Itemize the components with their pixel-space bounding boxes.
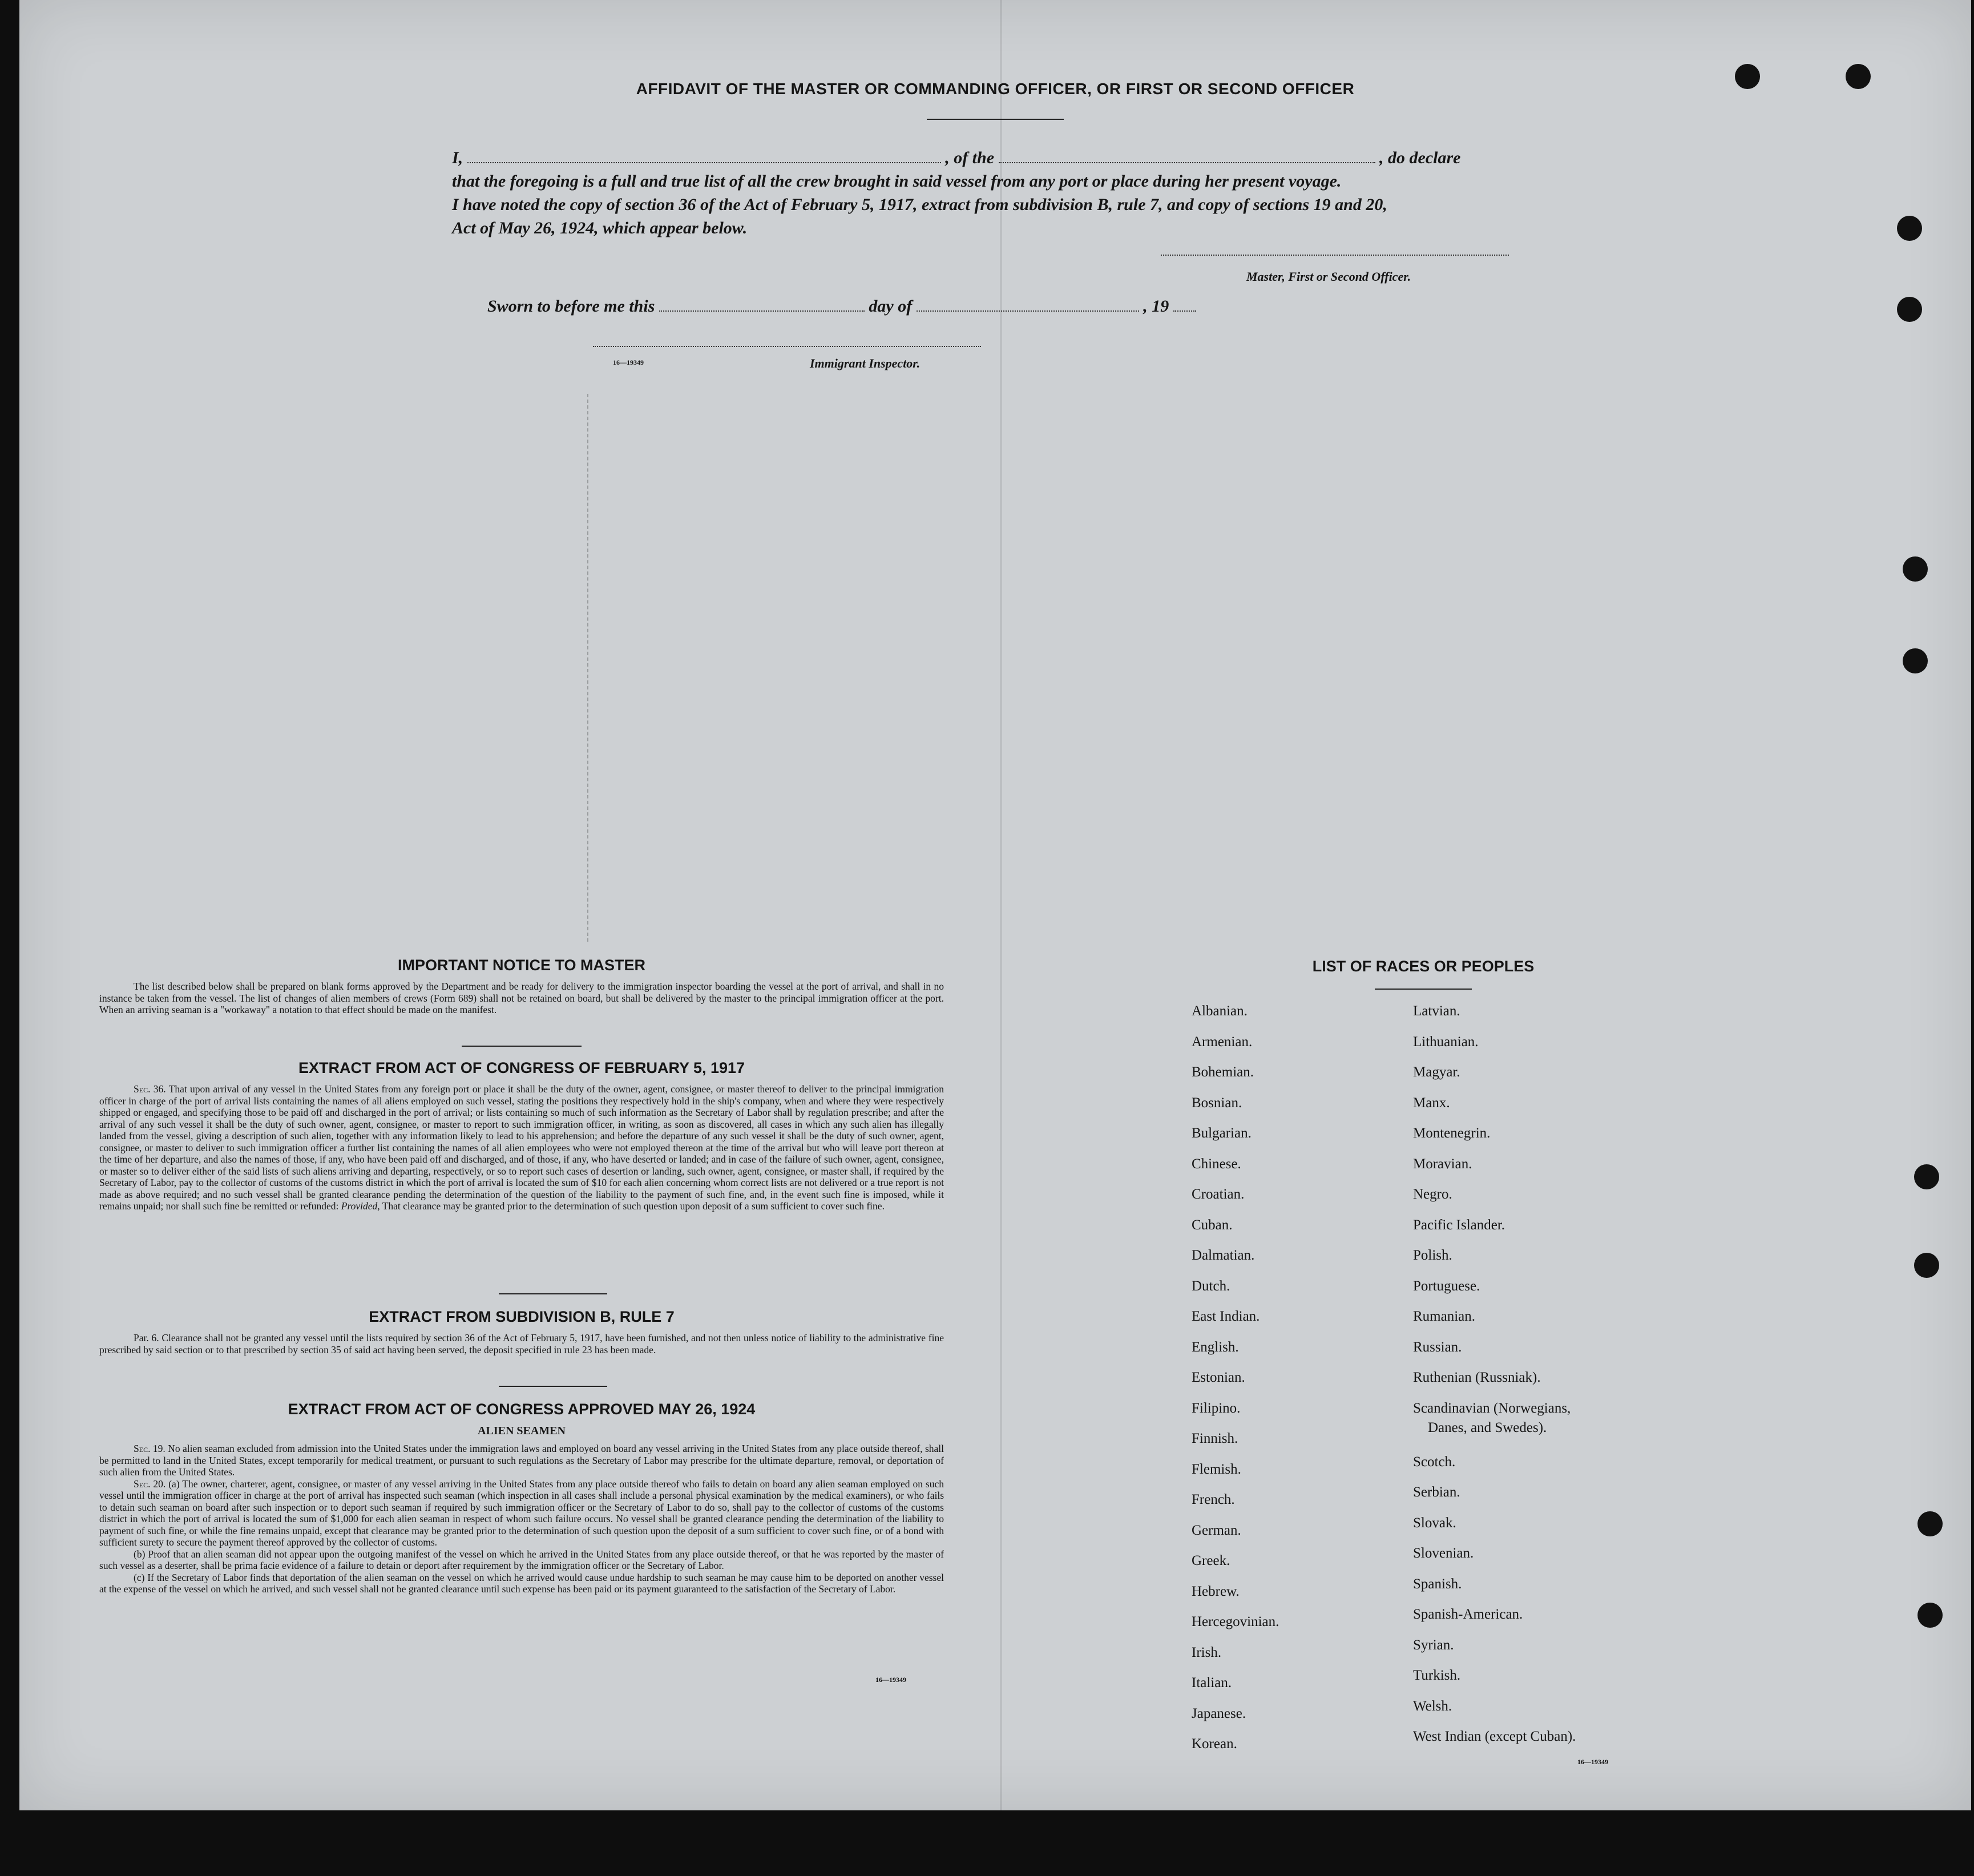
binder-hole bbox=[1897, 216, 1922, 241]
race-item: Ruthenian (Russniak). bbox=[1413, 1370, 1541, 1385]
sec20-label: Sec. 20. bbox=[134, 1478, 166, 1490]
race-item: Magyar. bbox=[1413, 1064, 1460, 1080]
binder-hole bbox=[1903, 648, 1928, 673]
race-item: Scandinavian (Norwegians, bbox=[1413, 1400, 1571, 1416]
race-item: Manx. bbox=[1413, 1095, 1450, 1111]
race-item: German. bbox=[1192, 1522, 1241, 1538]
extract3-text bbox=[99, 1443, 944, 1595]
declaration-line-4: Act of May 26, 1924, which appear below. bbox=[452, 219, 748, 237]
inspector-signature-line bbox=[593, 345, 981, 347]
race-item: Latvian. bbox=[1413, 1003, 1460, 1019]
declaration-line-3: I have noted the copy of section 36 of the Act of February 5, 1917, extract from subdivision B, rule 7, and copy of sections 19 and 20, bbox=[452, 195, 1387, 214]
extract3-sec20a bbox=[99, 1478, 944, 1548]
inspector-form-number: 16—19349 bbox=[613, 358, 644, 366]
title-rule bbox=[927, 119, 1064, 120]
race-item: Serbian. bbox=[1413, 1484, 1460, 1500]
race-item: Italian. bbox=[1192, 1675, 1232, 1691]
race-item: Welsh. bbox=[1413, 1698, 1452, 1714]
extract1-title: EXTRACT FROM ACT OF CONGRESS OF FEBRUARY 5, 1917 bbox=[298, 1059, 745, 1076]
race-item: Lithuanian. bbox=[1413, 1034, 1479, 1050]
race-item: Estonian. bbox=[1192, 1370, 1245, 1385]
extract1-body: That upon arrival of any vessel in the United States from any foreign port or place it shall be the duty of the owner, agent, consignee, or master thereof to deliver to the principal immigration officer in charge of the port of arrival lists containing the names of all aliens employed on such vessel, stating the positions they respectively hold in the ship's company, when and where they were respectively shipped or engaged, and specifying those to be paid off and discharged in the port of arrival; or lists containing so much of such information as the Secretary of Labor shall by regulation prescribe; and after the arrival of any such vessel it shall be the duty of such owner, agent, consignee, or master to report to such immigration officer, in writing, as soon as discovered, all cases in which any such alien has illegally landed from the vessel, giving a description of such alien, together with any information likely to lead to his apprehension; and before the departure of any such vessel it shall be the duty of such owner, agent, consignee, or master to deliver to such immigration officer a further list containing the names of all alien employees who were not employed thereon at the time of the arrival but who will leave port thereon at the time of her departure, and also the names of those, if any, who have been paid off and discharged, and of those, if any, who have deserted or landed; and in case of the failure of such owner, agent, consignee, or master so to deliver either of the said lists of such aliens arriving and departing, respectively, or so to report such cases of desertion or landing, such owner, agent, consignee, or master shall, if required by the Secretary of Labor, pay to the collector of customs of the customs district in which the port of arrival is located the sum of $10 for each alien concerning whom correct lists are not delivered or a true report is not made as above required; and no such vessel shall be granted clearance pending the determination of the question of the liability to the payment of such fine, and, in the event such fine is imposed, while it remains unpaid; nor shall such fine be remitted or refunded: bbox=[99, 1083, 944, 1212]
sec19-body: No alien seaman excluded from admission into the United States under the immigration laws and employed on board any vessel arriving in the United States from any place outside thereof, shall be permitted to land in the United States, except temporarily for medical treatment, or pursuant to such regulations as the Secretary of Labor may prescribe for the ultimate departure, removal, or deportation of such alien from the United States. bbox=[99, 1443, 944, 1478]
race-item: Dutch. bbox=[1192, 1278, 1230, 1294]
race-item: Bosnian. bbox=[1192, 1095, 1242, 1111]
race-item: Pacific Islander. bbox=[1413, 1217, 1505, 1233]
binder-hole bbox=[1903, 556, 1928, 582]
race-item: Portuguese. bbox=[1413, 1278, 1480, 1294]
master-signature-label: Master, First or Second Officer. bbox=[1246, 269, 1411, 284]
race-item: Danes, and Swedes). bbox=[1428, 1419, 1547, 1435]
races-left-column bbox=[1192, 1003, 1279, 1767]
extract2-rule bbox=[499, 1386, 607, 1387]
extract2-title: EXTRACT FROM SUBDIVISION B, RULE 7 bbox=[369, 1308, 675, 1325]
race-item: Cuban. bbox=[1192, 1217, 1233, 1233]
extract2-text: Par. 6. Clearance shall not be granted any vessel until the lists required by section 36 of the Act of February 5, 1917, have been furnished, and not then unless notice of liability to the administrative fine prescribed by said section or to that prescribed by section 35 of said act having been served, the deposit specified in rule 23 has been made. bbox=[99, 1332, 944, 1355]
extract1-sec: Sec. 36. bbox=[134, 1083, 166, 1095]
sworn-prefix: Sworn to before me this bbox=[487, 297, 655, 316]
page-fold bbox=[1000, 0, 1002, 1810]
vessel-blank bbox=[999, 148, 1375, 163]
extract1-body-end: That clearance may be granted prior to the determination of such question upon deposit of a sum sufficient to cover such fine. bbox=[382, 1200, 885, 1212]
master-signature-line bbox=[1161, 253, 1509, 256]
race-item: Polish. bbox=[1413, 1248, 1452, 1263]
race-item: Russian. bbox=[1413, 1339, 1462, 1355]
race-item: East Indian. bbox=[1192, 1309, 1260, 1324]
declaration-of-the: , of the bbox=[945, 148, 995, 167]
inspector-label: Immigrant Inspector. bbox=[810, 356, 921, 370]
race-item: Chinese. bbox=[1192, 1156, 1241, 1172]
race-item: Irish. bbox=[1192, 1644, 1222, 1660]
sworn-line bbox=[487, 297, 1196, 316]
race-item: Spanish. bbox=[1413, 1576, 1462, 1592]
race-item: Hebrew. bbox=[1192, 1583, 1240, 1599]
race-item: Slovak. bbox=[1413, 1515, 1456, 1531]
binder-hole bbox=[1897, 297, 1922, 322]
race-item: Montenegrin. bbox=[1413, 1125, 1491, 1141]
race-item: Hercegovinian. bbox=[1192, 1614, 1279, 1629]
binder-hole bbox=[1914, 1253, 1939, 1278]
extract3-sec20b: (b) Proof that an alien seaman did not appear upon the outgoing manifest of the vessel on which he arrived in the United States from any place outside thereof, or that he was reported by the master of such vessel as a deserter, shall be prima facie evidence of a failure to detain or deport after requirement by the immigration officer or the Secretary of Labor. bbox=[99, 1548, 944, 1571]
races-right-column bbox=[1413, 1003, 1576, 1760]
affidavit-title: AFFIDAVIT OF THE MASTER OR COMMANDING OFFICER, OR FIRST OR SECOND OFFICER bbox=[636, 80, 1355, 98]
race-item: Armenian. bbox=[1192, 1034, 1253, 1050]
races-rule bbox=[1375, 989, 1472, 990]
notice-text: The list described below shall be prepared on blank forms approved by the Department and be ready for delivery to the immigration inspector boarding the vessel at the port of arrival, and shall in no instance be taken from the vessel. The list of changes of alien members of crews (Form 689) shall not be retained on board, but shall be delivered by the master to the principal immigration officer at the port. When an arriving seaman is a "workaway" a notation to that effect should be made on the manifest. bbox=[99, 981, 944, 1015]
race-item: Croatian. bbox=[1192, 1187, 1245, 1202]
sec19-label: Sec. 19. bbox=[134, 1443, 165, 1454]
race-item: Dalmatian. bbox=[1192, 1248, 1255, 1263]
race-item: Negro. bbox=[1413, 1187, 1452, 1202]
race-item: Scotch. bbox=[1413, 1454, 1456, 1470]
declaration-line-2: that the foregoing is a full and true list of all the crew brought in said vessel from any port or place during her present voyage. bbox=[452, 172, 1342, 191]
year-blank bbox=[1173, 297, 1196, 312]
race-item: Bulgarian. bbox=[1192, 1125, 1252, 1141]
extract3-sec19 bbox=[99, 1443, 944, 1478]
race-item: Flemish. bbox=[1192, 1461, 1241, 1477]
extract1-rule bbox=[499, 1293, 607, 1294]
declaration-block bbox=[452, 146, 1536, 240]
sworn-year: , 19 bbox=[1143, 297, 1169, 316]
race-item: Albanian. bbox=[1192, 1003, 1248, 1019]
race-item: English. bbox=[1192, 1339, 1239, 1355]
race-item: Japanese. bbox=[1192, 1705, 1246, 1721]
race-item: Finnish. bbox=[1192, 1431, 1238, 1446]
declaration-do-declare: , do declare bbox=[1379, 148, 1461, 167]
race-item: Moravian. bbox=[1413, 1156, 1472, 1172]
races-form-number: 16—19349 bbox=[1577, 1758, 1608, 1766]
document-page bbox=[19, 0, 1971, 1810]
races-title: LIST OF RACES OR PEOPLES bbox=[1312, 958, 1535, 975]
binder-hole bbox=[1918, 1603, 1943, 1628]
extract3-sec20c: (c) If the Secretary of Labor finds that deportation of the alien seaman on the vessel on which he arrived would cause undue hardship to such seaman he may cause him to be deported on another vessel at the expense of the vessel on which he arrived, and such vessel shall not be granted clearance until such expense has been paid or its payment guaranteed to the satisfaction of the Secretary of Labor. bbox=[99, 1571, 944, 1595]
binder-hole bbox=[1914, 1164, 1939, 1189]
month-blank bbox=[917, 297, 1139, 312]
faint-mark bbox=[587, 394, 590, 942]
race-item: Greek. bbox=[1192, 1553, 1230, 1568]
declaration-line-1 bbox=[452, 146, 1536, 170]
race-item: French. bbox=[1192, 1492, 1235, 1507]
race-item: Rumanian. bbox=[1413, 1309, 1476, 1324]
race-item: Spanish-American. bbox=[1413, 1607, 1523, 1622]
sworn-day-of: day of bbox=[869, 297, 913, 316]
race-item: Syrian. bbox=[1413, 1637, 1454, 1653]
extract3-title: EXTRACT FROM ACT OF CONGRESS APPROVED MAY 26, 1924 bbox=[288, 1401, 756, 1418]
declaration-i: I, bbox=[452, 148, 463, 167]
binder-hole bbox=[1918, 1511, 1943, 1536]
extract3-subtitle: ALIEN SEAMEN bbox=[478, 1425, 566, 1437]
day-blank bbox=[659, 297, 865, 312]
notice-title: IMPORTANT NOTICE TO MASTER bbox=[398, 957, 645, 974]
race-item: Korean. bbox=[1192, 1736, 1237, 1752]
extract1-provided: Provided, bbox=[341, 1200, 380, 1212]
sec20a-body: (a) The owner, charterer, agent, consignee, or master of any vessel arriving in the United States from any place outside thereof who fails to detain on board any alien seaman employed on such vessel until the immigration officer in charge at the port of arrival has inspected such seaman (which inspection in all cases shall include a personal physical examination by the medical examiners), or who fails to detain such seaman on board after such inspection or to deport such seaman if required by such immigration officer or the Secretary of Labor to do so, shall pay to the collector of customs of the customs district in which the port of arrival is located the sum of $1,000 for each alien seaman in respect of whom such failure occurs. No vessel shall be granted clearance pending the determination of the liability to payment of such fine, or while the fine remains unpaid, except that clearance may be granted prior to the determination of such question upon the deposit of a sum sufficient to cover such fine, or of a bond with sufficient surety to secure the payment thereof approved by the collector of customs. bbox=[99, 1478, 944, 1548]
race-item: West Indian (except Cuban). bbox=[1413, 1729, 1576, 1744]
race-item: Turkish. bbox=[1413, 1668, 1461, 1683]
race-item: Slovenian. bbox=[1413, 1546, 1474, 1561]
race-item: Filipino. bbox=[1192, 1400, 1241, 1416]
extract3-form-number: 16—19349 bbox=[875, 1676, 906, 1684]
extract1-text bbox=[99, 1083, 944, 1212]
race-item: Bohemian. bbox=[1192, 1064, 1254, 1080]
notice-rule bbox=[462, 1046, 582, 1047]
name-blank bbox=[467, 148, 941, 163]
